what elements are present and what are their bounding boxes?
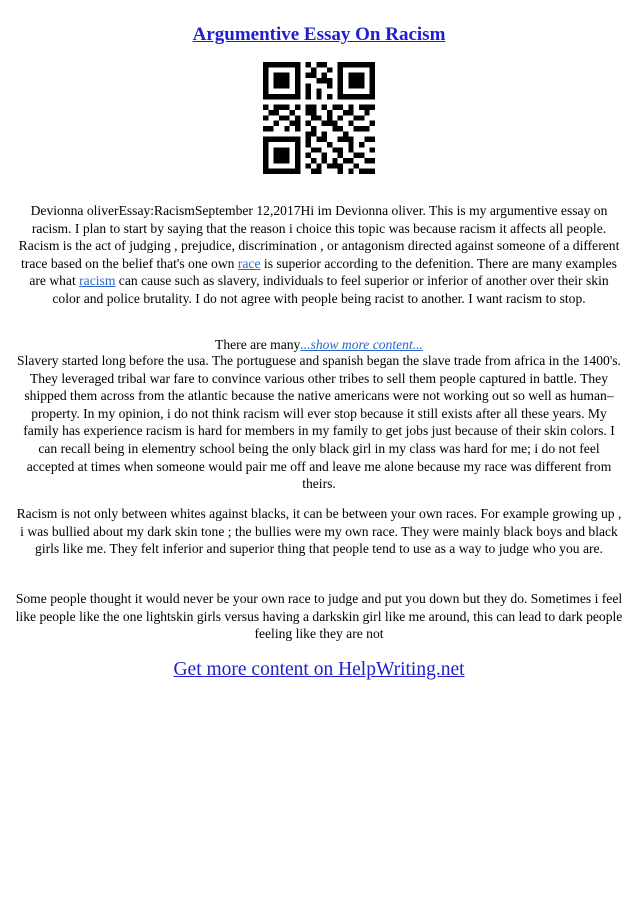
race-link[interactable]: race — [237, 255, 261, 271]
essay-title-link[interactable]: Argumentive Essay On Racism — [192, 24, 446, 45]
essay-paragraph-own-race: Racism is not only between whites against blacks, it can be between your own races. For example growing up , i was bullied about my dark skin tone ; the bullies were my own race. They were mainly black boys and black girls like me. They felt inferior and superior thing that people tend to use as a way to judge who you are. — [16, 506, 622, 557]
essay-paragraph-slavery: Slavery started long before the usa. The portuguese and spanish began the slave trade from africa in the 1400's. They leveraged tribal war fare to convince various other tribes to sell them people captured in battle. They shipped them across from the atlantic because the native americans were not working out so well as human–property. In my opinion, i do not think racism will ever stop because it still exists after all these years. My family has experience racism is hard for members in my family to get jobs just because of their skin colors. I can recall being in elementry school being the only black girl in my class was hard for me; i do not feel accepted at times when someone would pair me off and leave me alone because my race was different from theirs. — [17, 353, 621, 492]
get-more-content-link[interactable]: Get more content on HelpWriting.net — [173, 659, 465, 680]
show-more-prefix: There are many — [215, 337, 301, 352]
essay-paragraph-lightskin: Some people thought it would never be your own race to judge and put you down but they do. Sometimes i feel like people like the one lightskin girls versus having a darkskin girl like me around, this can lead to dark people feeling like they are not — [15, 591, 623, 642]
intro-text-3: can cause such as slavery, individuals to feel superior or inferior of another over their skin color and police brutality. I do not agree with people being racist to another. I want racism to stop. — [52, 273, 609, 306]
qr-code-icon — [263, 62, 375, 174]
show-more-link[interactable]: ...show more content... — [300, 337, 423, 352]
racism-link[interactable]: racism — [79, 273, 116, 289]
essay-intro-paragraph — [14, 202, 624, 308]
intro-text-1: Devionna oliverEssay:RacismSeptember 12,2017Hi im Devionna oliver. This is my argumentive essay on racism. I plan to start by saying that the reason i choice this topic was because racism it affects all people. Racism is the act of judging , prejudice, discrimination , or antagonism directed against someone of a different trace based on the belief that's one own — [18, 203, 620, 271]
show-more-line — [14, 336, 624, 354]
intro-text-2: is superior according to the defenition. There are many examples are what — [29, 255, 617, 289]
